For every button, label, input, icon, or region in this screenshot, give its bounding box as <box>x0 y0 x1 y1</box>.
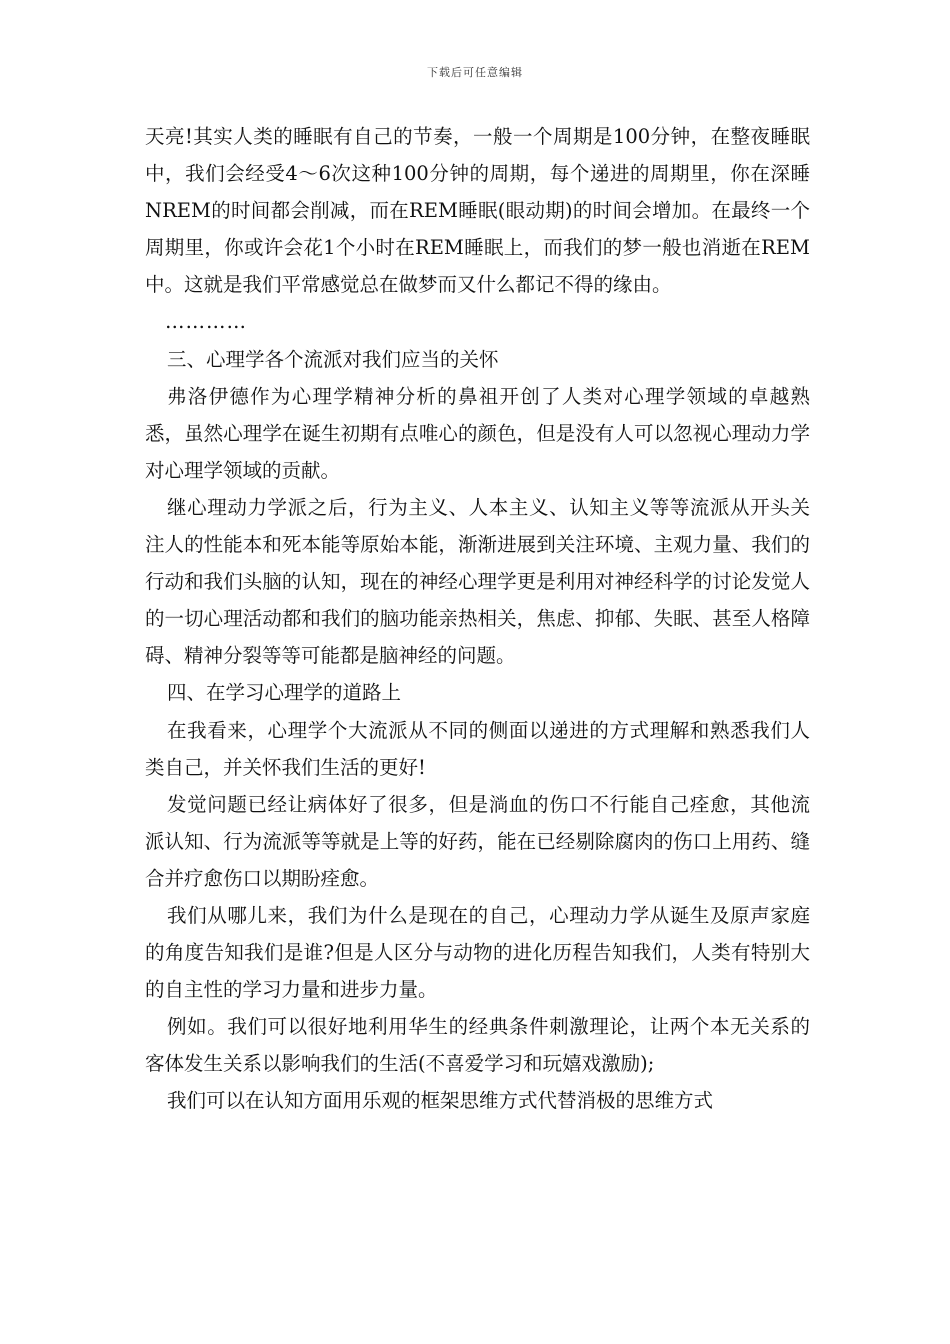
paragraph-schools: 继心理动力学派之后，行为主义、人本主义、认知主义等等流派从开头关注人的性能本和死本能等原始本能，渐渐进展到关注环境、主观力量、我们的行动和我们头脑的认知，现在的神经心理学更是利用对神经科学的讨论发觉人的一切心理活动都和我们的脑功能亲热相关，焦虑、抑郁、失眠、甚至人格障碍、精神分裂等等可能都是脑神经的问题。 <box>145 495 810 668</box>
paragraph-sleep-cycle: 天亮!其实人类的睡眠有自己的节奏，一般一个周期是100分钟，在整夜睡眠中，我们会经受4～6次这种100分钟的周期，每个递进的周期里，你在深睡NREM的时间都会削减，而在REM睡眠(眼动期)的时间会增加。在最终一个周期里，你或许会花1个小时在REM睡眠上，而我们的梦一般也消逝在REM中。这就是我们平常感觉总在做梦而又什么都记不得的缘由。 <box>145 125 810 297</box>
paragraph-example: 例如。我们可以很好地利用华生的经典条件刺激理论，让两个本无关系的客体发生关系以影响我们的生活(不喜爱学习和玩嬉戏激励); <box>145 1015 810 1076</box>
paragraph-freud: 弗洛伊德作为心理学精神分析的鼻祖开创了人类对心理学领域的卓越熟悉，虽然心理学在诞生初期有点唯心的颜色，但是没有人可以忽视心理动力学对心理学领域的贡献。 <box>145 384 810 482</box>
paragraph-opinion: 在我看来，心理学个大流派从不同的侧面以递进的方式理解和熟悉我们人类自己，并关怀我们生活的更好! <box>145 718 810 779</box>
section-heading-3: 三、心理学各个流派对我们应当的关怀 <box>167 347 499 371</box>
ellipsis-separator: ………… <box>165 310 247 334</box>
section-heading-4: 四、在学习心理学的道路上 <box>167 681 402 705</box>
document-body <box>145 118 810 1120</box>
paragraph-cognition: 我们可以在认知方面用乐观的框架思维方式代替消极的思维方式 <box>167 1089 714 1113</box>
page-header: 下载后可任意编辑 <box>427 66 523 79</box>
paragraph-origin: 我们从哪儿来，我们为什么是现在的自己，心理动力学从诞生及原声家庭的角度告知我们是谁?但是人区分与动物的进化历程告知我们，人类有特别大的自主性的学习力量和进步力量。 <box>145 903 810 1002</box>
paragraph-healing: 发觉问题已经让病体好了很多，但是淌血的伤口不行能自己痊愈，其他流派认知、行为流派等等就是上等的好药，能在已经剔除腐肉的伤口上用药、缝合并疗愈伤口以期盼痊愈。 <box>145 792 810 890</box>
